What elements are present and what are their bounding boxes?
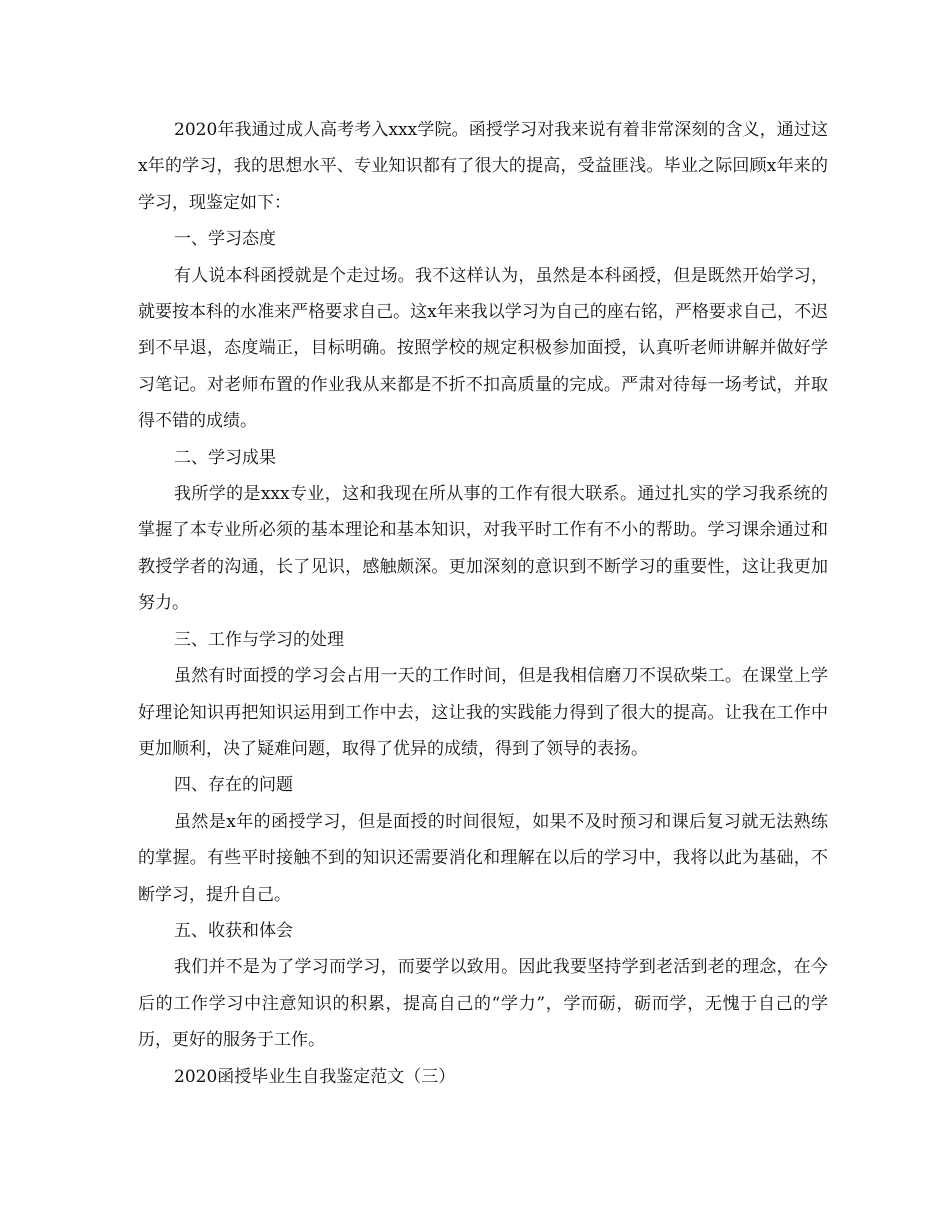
document-body bbox=[138, 112, 828, 1095]
section-heading-gains: 五、收获和体会 bbox=[174, 920, 293, 941]
section-body-results: 我所学的是xxx专业，这和我现在所从事的工作有很大联系。通过扎实的学习我系统的掌握了本专业所必须的基本理论和基本知识，对我平时工作有不小的帮助。学习课余通过和教授学者的沟通，长了见识，感触颇深。更加深刻的意识到不断学习的重要性，这让我更加努力。 bbox=[138, 484, 828, 614]
section-heading-problems: 四、存在的问题 bbox=[174, 775, 293, 796]
section-body-gains: 我们并不是为了学习而学习，而要学以致用。因此我要坚持学到老活到老的理念，在今后的工作学习中注意知识的积累，提高自己的“学力”，学而砺，砺而学，无愧于自己的学历，更好的服务于工作。 bbox=[138, 957, 828, 1051]
section-heading-attitude: 一、学习态度 bbox=[174, 229, 276, 250]
section-heading-work-study: 三、工作与学习的处理 bbox=[174, 629, 344, 650]
section-heading-results: 二、学习成果 bbox=[174, 447, 276, 468]
section-body-problems: 虽然是x年的函授学习，但是面授的时间很短，如果不及时预习和课后复习就无法熟练的掌握。有些平时接触不到的知识还需要消化和理解在以后的学习中，我将以此为基础，不断学习，提升自己。 bbox=[138, 811, 828, 905]
section-body-work-study: 虽然有时面授的学习会占用一天的工作时间，但是我相信磨刀不误砍柴工。在课堂上学好理论知识再把知识运用到工作中去，这让我的实践能力得到了很大的提高。让我在工作中更加顺利，决了疑难问题，取得了优异的成绩，得到了领导的表扬。 bbox=[138, 666, 828, 759]
section-body-attitude: 有人说本科函授就是个走过场。我不这样认为，虽然是本科函授，但是既然开始学习，就要按本科的水准来严格要求自己。这x年来我以学习为自己的座右铭，严格要求自己，不迟到不早退，态度端正，目标明确。按照学校的规定积极参加面授，认真听老师讲解并做好学习笔记。对老师布置的作业我从来都是不折不扣高质量的完成。严肃对待每一场考试，并取得不错的成绩。 bbox=[138, 265, 828, 432]
next-document-title: 2020函授毕业生自我鉴定范文（三） bbox=[174, 1066, 456, 1087]
intro-paragraph: 2020年我通过成人高考考入xxx学院。函授学习对我来说有着非常深刻的含义，通过这x年的学习，我的思想水平、专业知识都有了很大的提高，受益匪浅。毕业之际回顾x年来的学习，现鉴定如下： bbox=[138, 120, 828, 213]
